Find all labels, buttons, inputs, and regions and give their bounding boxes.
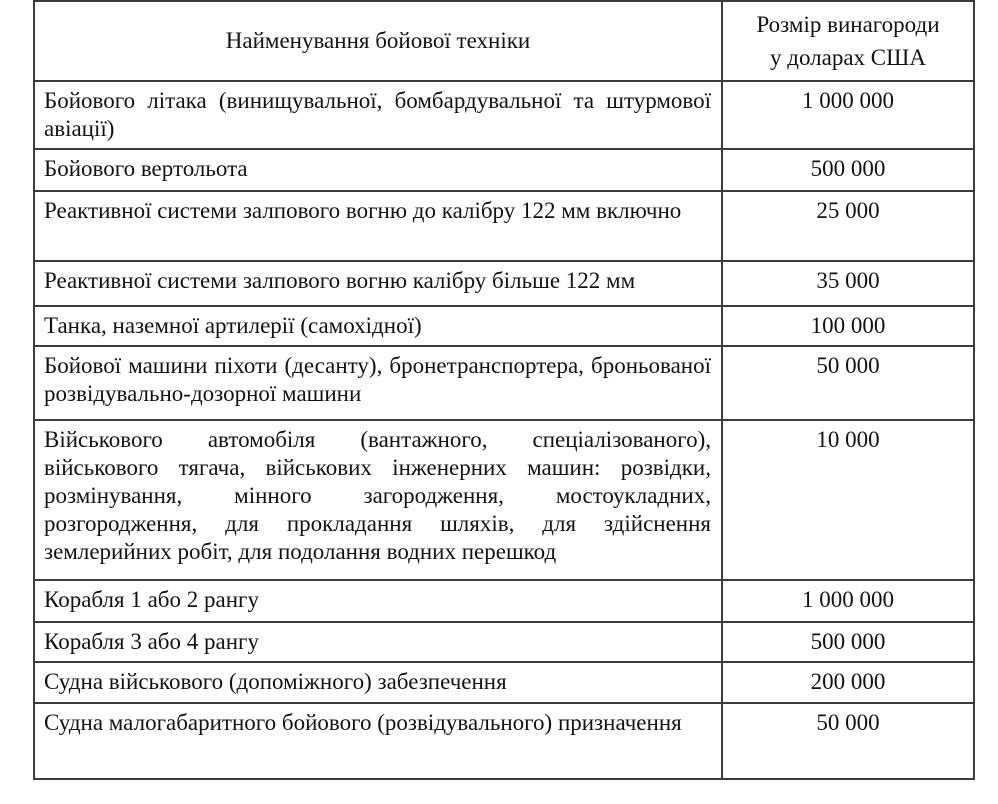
equipment-name-cell: Танка, наземної артилерії (самохідної): [34, 306, 722, 346]
table-row: [34, 261, 974, 306]
reward-amount-cell: 25 000: [722, 191, 974, 261]
reward-amount-cell: 100 000: [722, 306, 974, 346]
table-row: [34, 81, 974, 149]
equipment-name-cell: Бойового літака (винищувальної, бомбардувальної та штурмової авіації): [34, 81, 722, 149]
equipment-name-cell: Реактивної системи залпового вогню до калібру 122 мм включно: [34, 191, 722, 261]
table-row: [34, 306, 974, 346]
table-row: [34, 346, 974, 420]
column-header-reward-line2: у доларах США: [770, 45, 926, 70]
table-row: [34, 420, 974, 580]
equipment-name-cell: Реактивної системи залпового вогню калібру більше 122 мм: [34, 261, 722, 306]
reward-amount-cell: 50 000: [722, 703, 974, 779]
table-row: [34, 191, 974, 261]
table-body: [34, 81, 974, 779]
reward-amount-cell: 10 000: [722, 420, 974, 580]
table-row: [34, 622, 974, 662]
equipment-name-cell: Корабля 1 або 2 рангу: [34, 580, 722, 622]
reward-amount-cell: 500 000: [722, 149, 974, 191]
reward-amount-cell: 500 000: [722, 622, 974, 662]
table-header-row: [34, 1, 974, 81]
table-row: [34, 149, 974, 191]
equipment-name-cell: Військового автомобіля (вантажного, спеціалізованого), військового тягача, військових інженерних машин: розвідки, розмінування, мінного загородження, мостоукладних, розгородження, для прокладання шляхів, для здійснення землерийних робіт, для подолання водних перешкод: [34, 420, 722, 580]
equipment-name-cell: Бойової машини піхоти (десанту), бронетранспортера, броньованої розвідувально-дозорної машини: [34, 346, 722, 420]
equipment-name-cell: Судна малогабаритного бойового (розвідувального) призначення: [34, 703, 722, 779]
table-row: [34, 703, 974, 779]
column-header-reward-line1: Розмір винагороди: [756, 12, 940, 37]
reward-amount-cell: 50 000: [722, 346, 974, 420]
equipment-name-cell: Судна військового (допоміжного) забезпечення: [34, 662, 722, 703]
table-row: [34, 580, 974, 622]
column-header-reward-amount: [722, 1, 974, 81]
reward-amount-cell: 200 000: [722, 662, 974, 703]
column-header-equipment-name: Найменування бойової техніки: [34, 1, 722, 81]
equipment-name-cell: Корабля 3 або 4 рангу: [34, 622, 722, 662]
reward-amount-cell: 1 000 000: [722, 81, 974, 149]
reward-amount-cell: 35 000: [722, 261, 974, 306]
reward-table: [33, 0, 975, 780]
table-header: [34, 1, 974, 81]
table-row: [34, 662, 974, 703]
reward-amount-cell: 1 000 000: [722, 580, 974, 622]
equipment-name-cell: Бойового вертольота: [34, 149, 722, 191]
